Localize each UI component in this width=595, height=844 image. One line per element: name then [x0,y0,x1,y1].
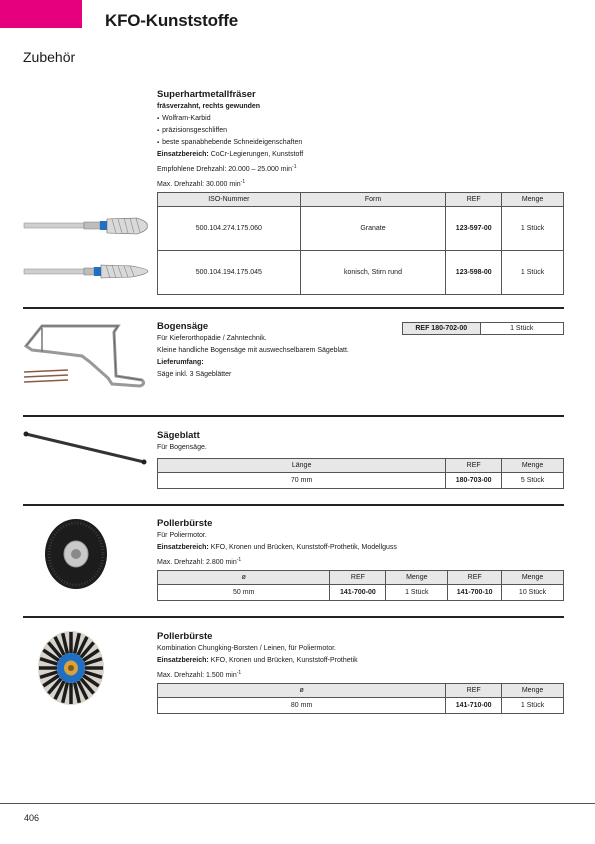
col-header-ref: REF [330,571,386,585]
cell-form: konisch, Stirn rund [300,251,446,295]
fraeser-use-value: CoCr-Legierungen, Kunststoff [208,151,304,158]
fraeser-speed-max: Max. Drehzahl: 30.000 min [157,181,241,188]
product-title-saegeblatt: Sägeblatt [157,430,200,441]
burs-image [22,213,152,291]
poller2-speed-max: Max. Drehzahl: 1.500 min [157,672,237,679]
cell-qty: 1 Stück [480,323,564,335]
col-header-form: Form [300,193,446,207]
poller1-use-value: KFO, Kronen und Brücken, Kunststoff-Prothetik, Modellguss [208,544,397,551]
section-divider [23,307,564,309]
cell-qty: 1 Stück [502,207,564,251]
cell-qty: 1 Stück [502,251,564,295]
product-title-poller1: Pollerbürste [157,518,213,529]
section-title: Zubehör [23,49,76,65]
section-divider [23,504,564,506]
col-header-qty: Menge [502,571,564,585]
product-desc-poller2 [157,643,562,682]
fraeser-speed-recommended: Empfohlene Drehzahl: 20.000 – 25.000 min [157,166,293,173]
list-item: ▪ beste spanabhebende Schneideigenschaften [157,137,557,149]
col-header-ref: REF [446,193,502,207]
product-desc-poller1 [157,530,562,569]
col-header-length: Länge [158,459,446,473]
exponent: -1 [236,557,242,563]
section-divider [23,616,564,618]
fraeser-subtitle: fräsverzahnt, rechts gewunden [157,103,261,110]
cell-qty: 10 Stück [502,585,564,601]
section-divider [23,415,564,417]
footer-divider [0,803,595,804]
table-row [158,251,564,295]
poller2-table [157,683,564,714]
bur-konisch-image [24,265,148,278]
table-row [158,698,564,714]
list-item: ▪ Wolfram-Karbid [157,113,557,125]
polishing-brush-large-image [36,629,106,707]
product-desc-bogensaege [157,333,457,381]
poller1-speed-max: Max. Drehzahl: 2.800 min [157,559,237,566]
cell-iso: 500.104.274.175.060 [158,207,301,251]
col-header-ref: REF [448,571,502,585]
list-item: ▪ präzisionsgeschliffen [157,125,557,137]
bogensaege-delivery-label: Lieferumfang: [157,359,204,366]
col-header-qty: Menge [502,684,564,698]
col-header-qty: Menge [502,193,564,207]
cell-iso: 500.104.194.175.045 [158,251,301,295]
bogensaege-table [402,322,564,335]
poller1-use-label: Einsatzbereich: [157,544,209,551]
exponent: -1 [292,164,297,170]
page-number: 406 [24,813,40,823]
brand-color-bar [0,0,82,28]
col-header-iso: ISO-Nummer [158,193,301,207]
bogensaege-line2: Kleine handliche Bogensäge mit auswechselbarem Sägeblatt. [157,347,349,354]
bogensaege-delivery-value: Säge inkl. 3 Sägeblätter [157,371,232,378]
cell-ref: 180-703-00 [446,473,502,489]
cell-qty: 5 Stück [502,473,564,489]
product-title-fraeser: Superhartmetallfräser [157,89,256,100]
table-row [403,323,564,335]
col-header-diameter: ø [158,684,446,698]
table-row [158,473,564,489]
cell-qty: 1 Stück [502,698,564,714]
polishing-brush-small-image [42,516,110,592]
fraeser-use-label: Einsatzbereich: [157,151,209,158]
poller1-line1: Für Poliermotor. [157,532,207,539]
poller2-use-label: Einsatzbereich: [157,657,209,664]
saegeblatt-table [157,458,564,489]
cell-ref: 141-710-00 [446,698,502,714]
poller1-table [157,570,564,601]
fraeser-bullets [157,113,557,149]
cell-ref: 123-598-00 [446,251,502,295]
cell-ref: 141-700-00 [330,585,386,601]
cell-diameter: 50 mm [158,585,330,601]
cell-ref: 123-597-00 [446,207,502,251]
poller2-use-value: KFO, Kronen und Brücken, Kunststoff-Prothetik [208,657,358,664]
product-desc-fraeser [157,101,557,191]
table-row [158,585,564,601]
poller2-line1: Kombination Chungking-Borsten / Leinen, für Poliermotor. [157,645,336,652]
product-title-poller2: Pollerbürste [157,631,213,642]
cell-ref: REF 180-702-00 [403,323,481,335]
bur-granate-image [24,218,147,234]
cell-qty: 1 Stück [386,585,448,601]
col-header-qty: Menge [502,459,564,473]
fraeser-table [157,192,564,295]
product-title-bogensaege: Bogensäge [157,321,209,332]
page-title: KFO-Kunststoffe [105,11,238,30]
exponent: -1 [240,179,246,185]
saegeblatt-line1: Für Bogensäge. [157,444,207,451]
saw-blade-image [20,428,150,468]
exponent: -1 [236,670,242,676]
col-header-ref: REF [446,459,502,473]
col-header-diameter: ø [158,571,330,585]
cell-length: 70 mm [158,473,446,489]
table-row [158,207,564,251]
bogensaege-line1: Für Kieferorthopädie / Zahntechnik. [157,335,267,342]
cell-diameter: 80 mm [158,698,446,714]
bow-saw-image [20,318,150,398]
col-header-ref: REF [446,684,502,698]
cell-form: Granate [300,207,446,251]
col-header-qty: Menge [386,571,448,585]
cell-ref: 141-700-10 [448,585,502,601]
